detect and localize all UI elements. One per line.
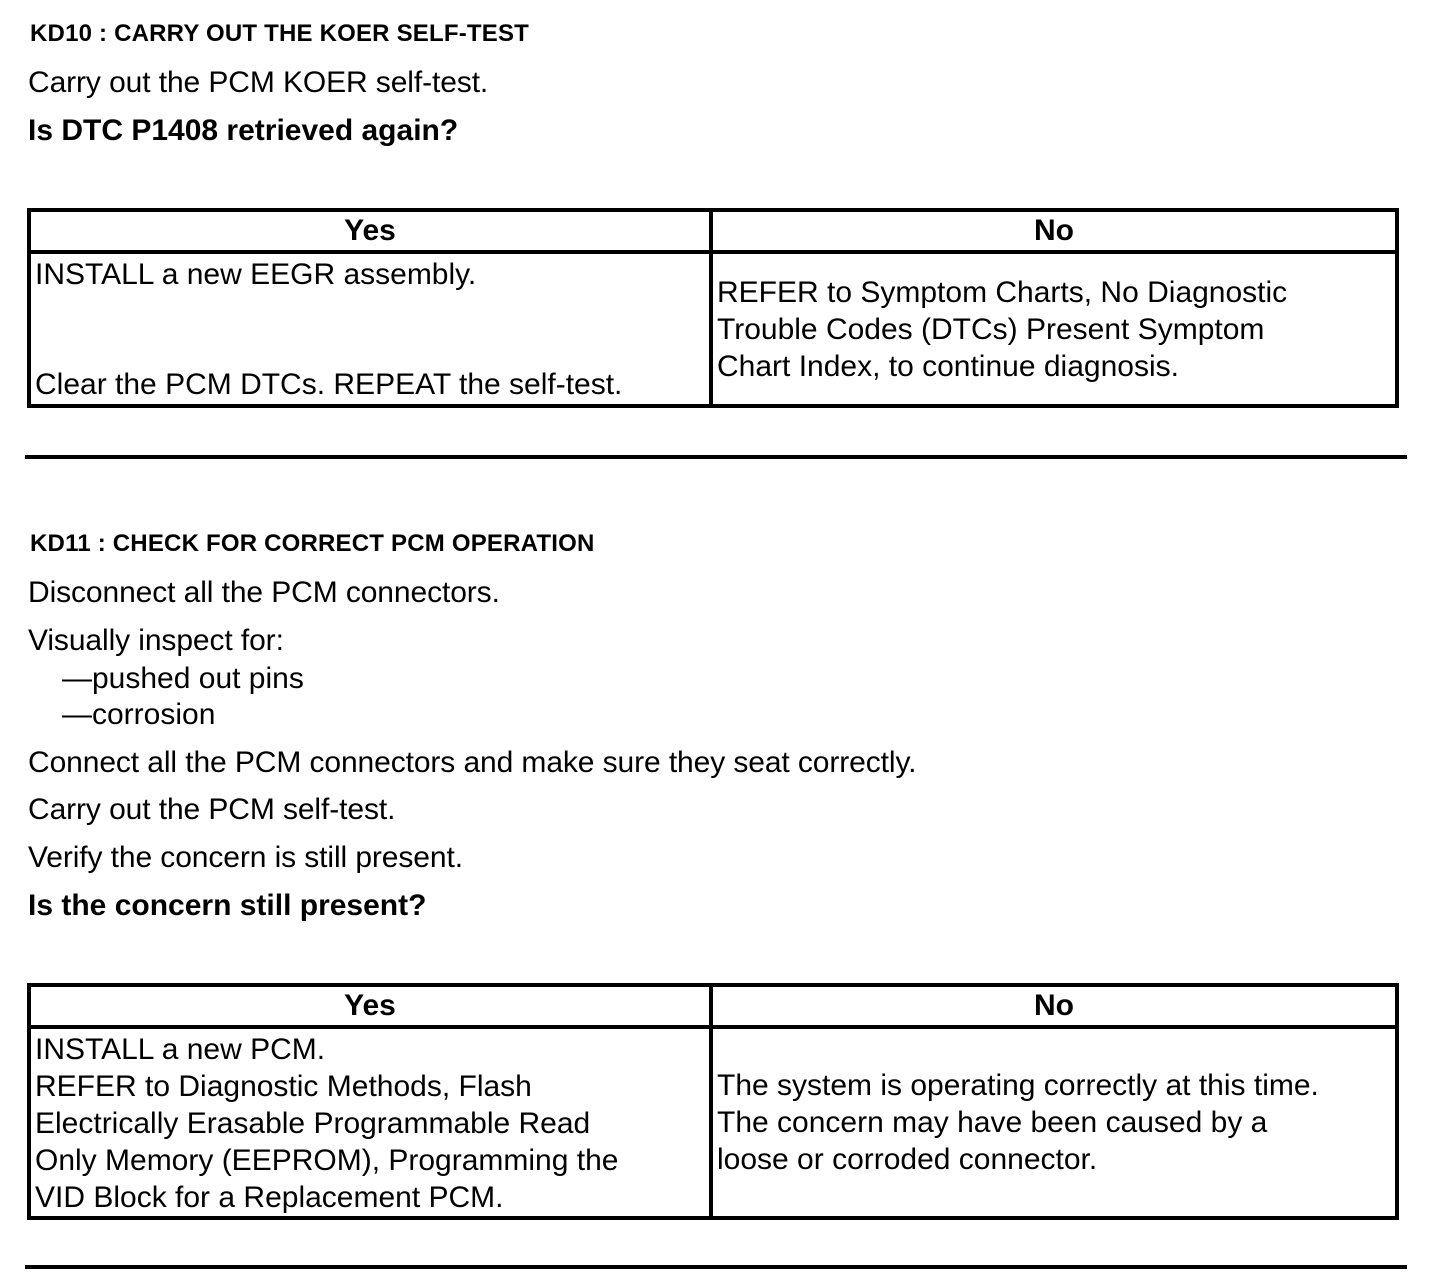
kd10-yes-header: Yes bbox=[29, 210, 711, 252]
kd11-result-table bbox=[27, 983, 1399, 1220]
kd11-yes-line-1: INSTALL a new PCM. bbox=[35, 1033, 326, 1066]
kd11-no-line-1: The system is operating correctly at this time. bbox=[717, 1069, 1319, 1102]
kd10-step: Carry out the PCM KOER self-test. bbox=[28, 66, 489, 99]
kd10-question: Is DTC P1408 retrieved again? bbox=[28, 114, 459, 147]
kd11-no-line-3: loose or corroded connector. bbox=[717, 1143, 1098, 1176]
kd11-step-3: Connect all the PCM connectors and make sure they seat correctly. bbox=[28, 746, 917, 779]
kd11-heading: KD11 : CHECK FOR CORRECT PCM OPERATION bbox=[30, 530, 595, 557]
kd10-no-line-2: Trouble Codes (DTCs) Present Symptom bbox=[717, 313, 1265, 346]
kd11-bullet-1: —pushed out pins bbox=[62, 662, 304, 695]
kd11-yes-line-5: VID Block for a Replacement PCM. bbox=[35, 1181, 504, 1214]
kd10-no-line-3: Chart Index, to continue diagnosis. bbox=[717, 350, 1179, 383]
bottom-divider bbox=[25, 1265, 1407, 1269]
kd11-step-2: Visually inspect for: bbox=[28, 624, 284, 657]
kd11-no-header: No bbox=[711, 985, 1397, 1027]
kd11-yes-line-2: REFER to Diagnostic Methods, Flash bbox=[35, 1070, 532, 1103]
kd10-yes-line-2: Clear the PCM DTCs. REPEAT the self-test. bbox=[35, 368, 623, 401]
kd11-question: Is the concern still present? bbox=[28, 889, 427, 922]
kd11-no-cell bbox=[711, 1027, 1397, 1218]
kd10-no-header: No bbox=[711, 210, 1397, 252]
kd11-yes-line-4: Only Memory (EEPROM), Programming the bbox=[35, 1144, 619, 1177]
kd11-step-5: Verify the concern is still present. bbox=[28, 841, 463, 874]
kd11-yes-line-3: Electrically Erasable Programmable Read bbox=[35, 1107, 591, 1140]
kd11-no-line-2: The concern may have been caused by a bbox=[717, 1106, 1268, 1139]
kd10-result-table bbox=[27, 208, 1399, 408]
kd11-yes-header: Yes bbox=[29, 985, 711, 1027]
kd11-yes-cell bbox=[29, 1027, 711, 1218]
kd10-no-cell bbox=[711, 252, 1397, 406]
kd11-step-4: Carry out the PCM self-test. bbox=[28, 793, 396, 826]
kd10-yes-cell bbox=[29, 252, 711, 406]
kd11-bullet-2: —corrosion bbox=[62, 698, 216, 731]
kd10-no-line-1: REFER to Symptom Charts, No Diagnostic bbox=[717, 276, 1288, 309]
kd10-yes-line-1: INSTALL a new EEGR assembly. bbox=[35, 258, 477, 291]
kd10-heading: KD10 : CARRY OUT THE KOER SELF-TEST bbox=[30, 20, 530, 47]
section-divider bbox=[25, 455, 1407, 459]
kd11-step-1: Disconnect all the PCM connectors. bbox=[28, 576, 500, 609]
